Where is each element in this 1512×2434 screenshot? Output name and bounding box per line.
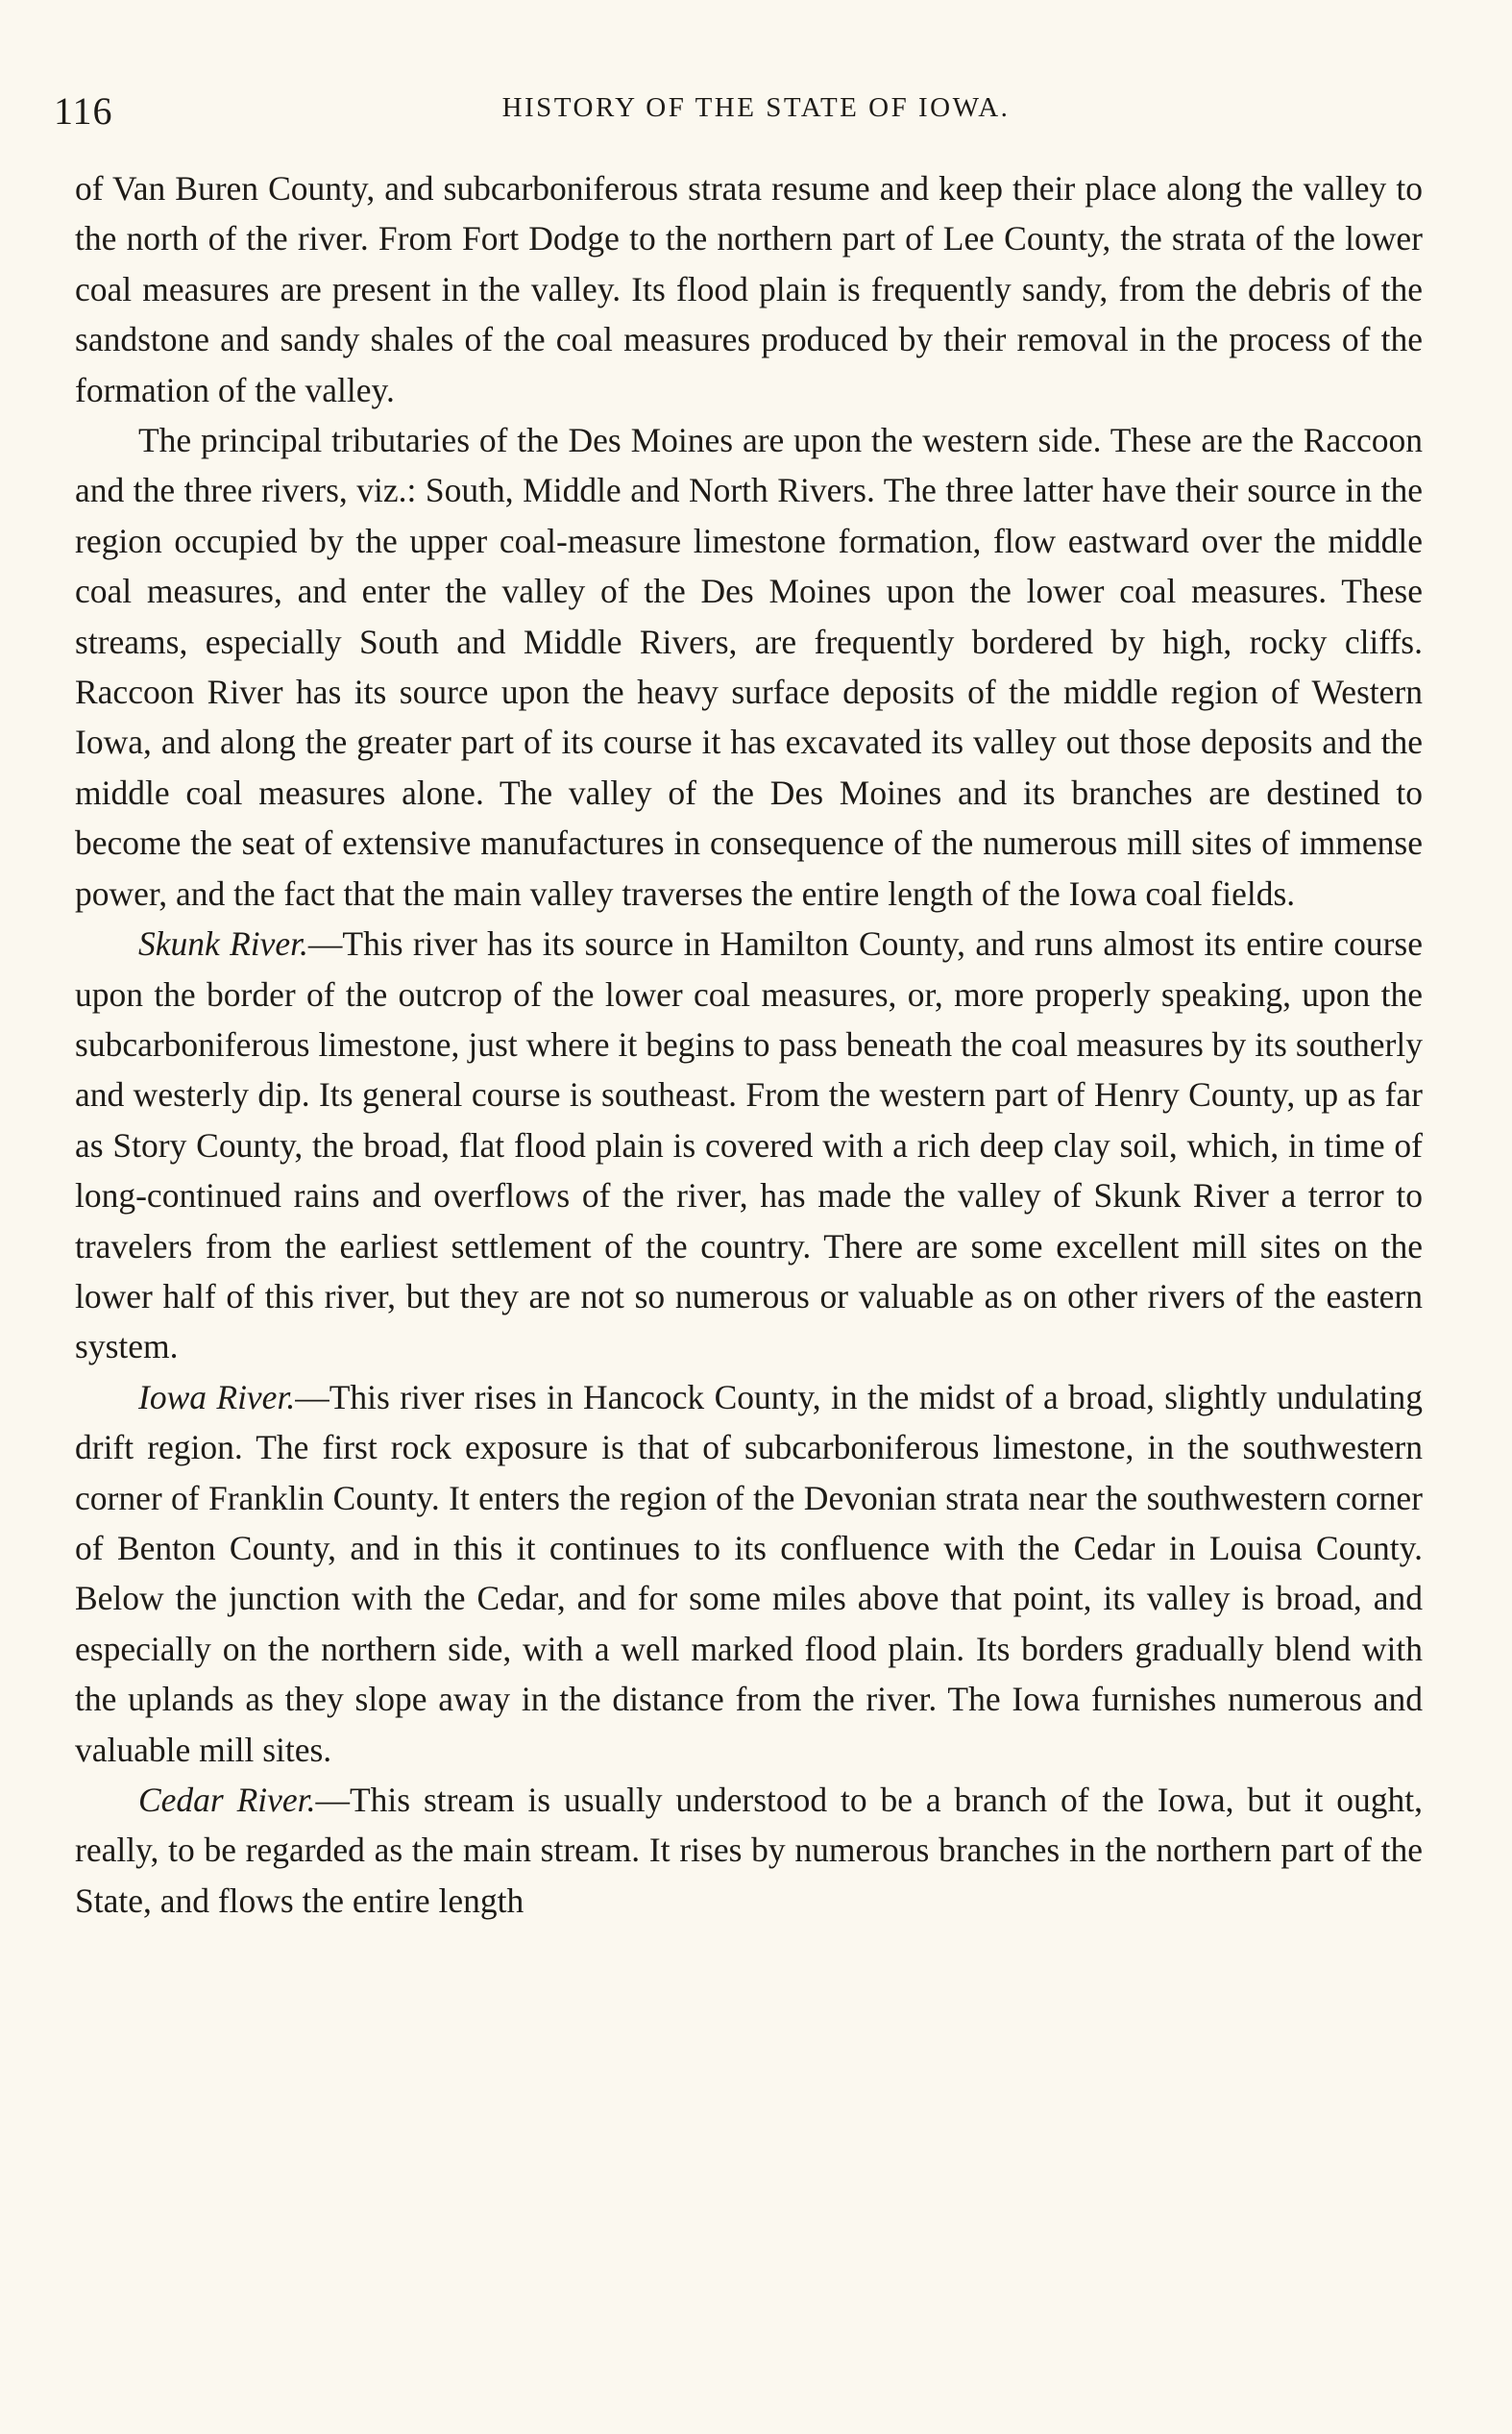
page-header	[54, 88, 1458, 146]
body-text	[75, 163, 1423, 1926]
paragraph-text: The principal tributaries of the Des Moines are upon the western side. These are the Raccoon and the three rivers, viz.: South, Middle and North Rivers. The three latter have their source in the region occupied by the upper coal-measure limestone formation, flow eastward over the middle coal measures, and enter the valley of the Des Moines upon the lower coal measures. These streams, especially South and Middle Rivers, are frequently bordered by high, rocky cliffs. Raccoon River has its source upon the heavy surface deposits of the middle region of Western Iowa, and along the greater part of its course it has excavated its valley out those deposits and the middle coal measures alone. The valley of the Des Moines and its branches are destined to become the seat of extensive manufactures in consequence of the numerous mill sites of immense power, and the fact that the main valley traverses the entire length of the Iowa coal fields.	[75, 421, 1423, 913]
paragraph-text: —This river rises in Hancock County, in the midst of a broad, slightly undulating drift region. The first rock exposure is that of subcarboniferous limestone, in the southwestern corner of Franklin County. It enters the region of the Devonian strata near the southwestern corner of Benton County, and in this it continues to its confluence with the Cedar in Louisa County. Below the junction with the Cedar, and for some miles above that point, its valley is broad, and especially on the northern side, with a well marked flood plain. Its borders gradually blend with the uplands as they slope away in the distance from the river. The Iowa furnishes numerous and valuable mill sites.	[75, 1377, 1423, 1769]
paragraph-van-buren	[75, 163, 1423, 415]
section-heading-iowa-river: Iowa River.	[138, 1377, 296, 1416]
paragraph-iowa-river	[75, 1372, 1423, 1775]
paragraph-text: of Van Buren County, and subcarboniferous strata resume and keep their place along the valley to the north of the river. From Fort Dodge to the northern part of Lee County, the strata of the lower coal measures are present in the valley. Its flood plain is frequently sandy, from the debris of the sandstone and sandy shales of the coal measures produced by their removal in the process of the formation of the valley.	[75, 169, 1423, 409]
paragraph-skunk-river	[75, 919, 1423, 1372]
section-heading-skunk-river: Skunk River.	[138, 924, 308, 964]
paragraph-des-moines-tributaries	[75, 415, 1423, 919]
page-number: 116	[54, 89, 113, 133]
running-title: HISTORY OF THE STATE OF IOWA.	[501, 92, 1011, 123]
paragraph-text: —This stream is usually understood to be a branch of the Iowa, but it ought, really, to be regarded as the main stream. It rises by numerous branches in the northern part of the State, and flows the entire length	[75, 1781, 1423, 1920]
paragraph-text: —This river has its source in Hamilton County, and runs almost its entire course upon the border of the outcrop of the lower coal measures, or, more properly speaking, upon the subcarboniferous limestone, just where it begins to pass beneath the coal measures by its southerly and westerly dip. Its general course is southeast. From the western part of Henry County, up as far as Story County, the broad, flat flood plain is covered with a rich deep clay soil, which, in time of long-continued rains and overflows of the river, has made the valley of Skunk River a terror to travelers from the earliest settlement of the country. There are some excellent mill sites on the lower half of this river, but they are not so numerous or valuable as on other rivers of the eastern system.	[75, 924, 1423, 1366]
paragraph-cedar-river	[75, 1775, 1423, 1926]
section-heading-cedar-river: Cedar River.	[138, 1781, 316, 1819]
